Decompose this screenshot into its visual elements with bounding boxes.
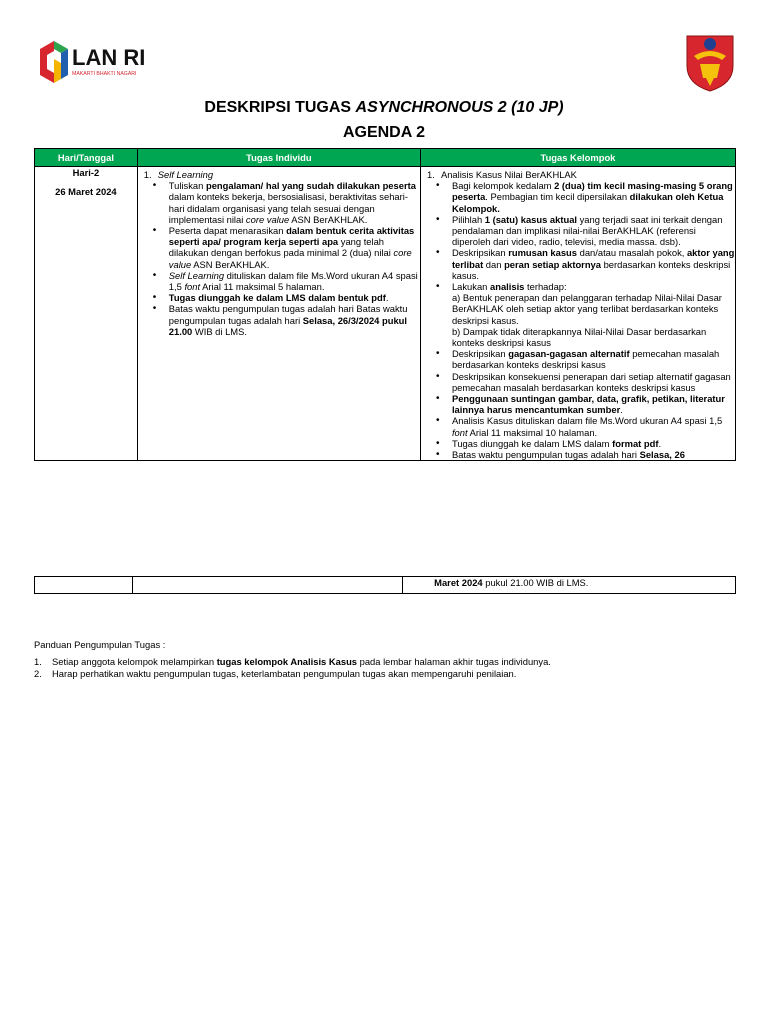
date-label: 26 Maret 2024 — [55, 186, 117, 198]
individu-list — [138, 180, 420, 337]
list-item: • Analisis Kasus dituliskan dalam file Ms.Word ukuran A4 spasi 1,5 font Arial 11 maksimal 10 halaman. — [452, 415, 735, 437]
table-row — [35, 577, 736, 594]
kelompok-cell — [420, 167, 735, 461]
kelompok-heading: 1. Analisis Kasus Nilai BerAKHLAK — [426, 169, 577, 180]
page-title: DESKRIPSI TUGAS ASYNCHRONOUS 2 (10 JP) — [204, 99, 564, 116]
individu-heading: 1. Self Learning — [143, 169, 214, 180]
header-tugas-kelompok: Tugas Kelompok — [420, 149, 735, 167]
header-tugas-individu: Tugas Individu — [137, 149, 420, 167]
list-item: • Bagi kelompok kedalam 2 (dua) tim kecil masing-masing 5 orang peserta. Pembagian tim kecil dipersilakan dilakukan oleh Ketua Kelompok. — [452, 180, 735, 214]
continued-table — [34, 576, 736, 594]
list-item: • Peserta dapat menarasikan dalam bentuk cerita aktivitas seperti apa/ program kerja seperti apa yang telah dilakukan dengan berfokus pada minimal 2 (dua) nilai core value ASN BerAKHLAK. — [169, 225, 420, 270]
list-item: • Tugas diunggah ke dalam LMS dalam bentuk pdf. — [169, 292, 420, 303]
task-table — [34, 148, 736, 461]
panduan-list — [34, 656, 551, 679]
svg-text:LAN RI: LAN RI — [72, 45, 146, 70]
table-row — [35, 167, 736, 461]
list-item: 2. Harap perhatikan waktu pengumpulan tugas, keterlambatan pengumpulan tugas akan mempengaruhi penilaian. — [34, 667, 517, 679]
svg-text:MAKARTI BHAKTI NAGARI: MAKARTI BHAKTI NAGARI — [72, 71, 137, 77]
empty-cell — [133, 577, 403, 594]
list-item: • Deskripsikan gagasan-gagasan alternatif pemecahan masalah berdasarkan konteks deskripsi kasus — [452, 348, 735, 370]
header-hari-tanggal: Hari/Tanggal — [35, 149, 138, 167]
day-cell — [35, 167, 138, 461]
list-item: • Deskripsikan konsekuensi penerapan dari setiap alternatif gagasan pemecahan masalah berdasarkan konteks deskripsi kasus — [452, 371, 735, 393]
emblem-logo — [684, 30, 736, 92]
day-label: Hari-2 — [72, 167, 100, 178]
lan-ri-logo — [38, 37, 150, 85]
list-item: • Tugas diunggah ke dalam LMS dalam format pdf. — [452, 438, 735, 449]
table-header-row — [35, 149, 736, 167]
empty-cell — [35, 577, 133, 594]
list-item: • Self Learning dituliskan dalam file Ms.Word ukuran A4 spasi 1,5 font Arial 11 maksimal 5 halaman. — [169, 270, 420, 292]
individu-cell — [137, 167, 420, 461]
list-item: • Batas waktu pengumpulan tugas adalah hari Selasa, 26 — [452, 449, 735, 460]
panduan-heading: Panduan Pengumpulan Tugas : — [34, 639, 166, 650]
kelompok-list — [421, 180, 735, 460]
list-item: • Batas waktu pengumpulan tugas adalah hari Batas waktu pengumpulan tugas adalah hari Selasa, 26/3/2024 pukul 21.00 WIB di LMS. — [169, 303, 420, 337]
list-item: • Pilihlah 1 (satu) kasus aktual yang terjadi saat ini terkait dengan pendalaman dan implikasi nilai-nilai BerAKHLAK (referensi diperoleh dari video, radio, televisi, media massa. dsb). — [452, 214, 735, 248]
list-item: • Deskripsikan rumusan kasus dan/atau masalah pokok, aktor yang terlibat dan peran setiap aktornya berdasarkan konteks deskripsi kasus. — [452, 247, 735, 281]
list-item: • Lakukan analisis terhadap: a) Bentuk penerapan dan pelanggaran terhadap Nilai-Nilai Dasar BerAKHLAK oleh setiap aktor yang terlibat berdasarkan konteks deskripsi kasus. b) Dampak tidak diterapkannya Nilai-Nilai Dasar berdasarkan konteks deskripsi kasus — [452, 281, 735, 348]
list-item: 1. Setiap anggota kelompok melampirkan tugas kelompok Analisis Kasus pada lembar halaman akhir tugas individunya. — [34, 656, 551, 667]
page-subtitle: AGENDA 2 — [342, 124, 426, 141]
kelompok-continued-cell: Maret 2024 pukul 21.00 WIB di LMS. — [403, 577, 736, 594]
list-item: • Penggunaan suntingan gambar, data, grafik, petikan, literatur lainnya harus mencantumkan sumber. — [452, 393, 735, 415]
list-item: • Tuliskan pengalaman/ hal yang sudah dilakukan peserta dalam konteks bekerja, bersosialisasi, beraktivitas sehari-hari didalam organisasi yang telah sesuai dengan implementasi nilai core value ASN BerAKHLAK. — [169, 180, 420, 225]
